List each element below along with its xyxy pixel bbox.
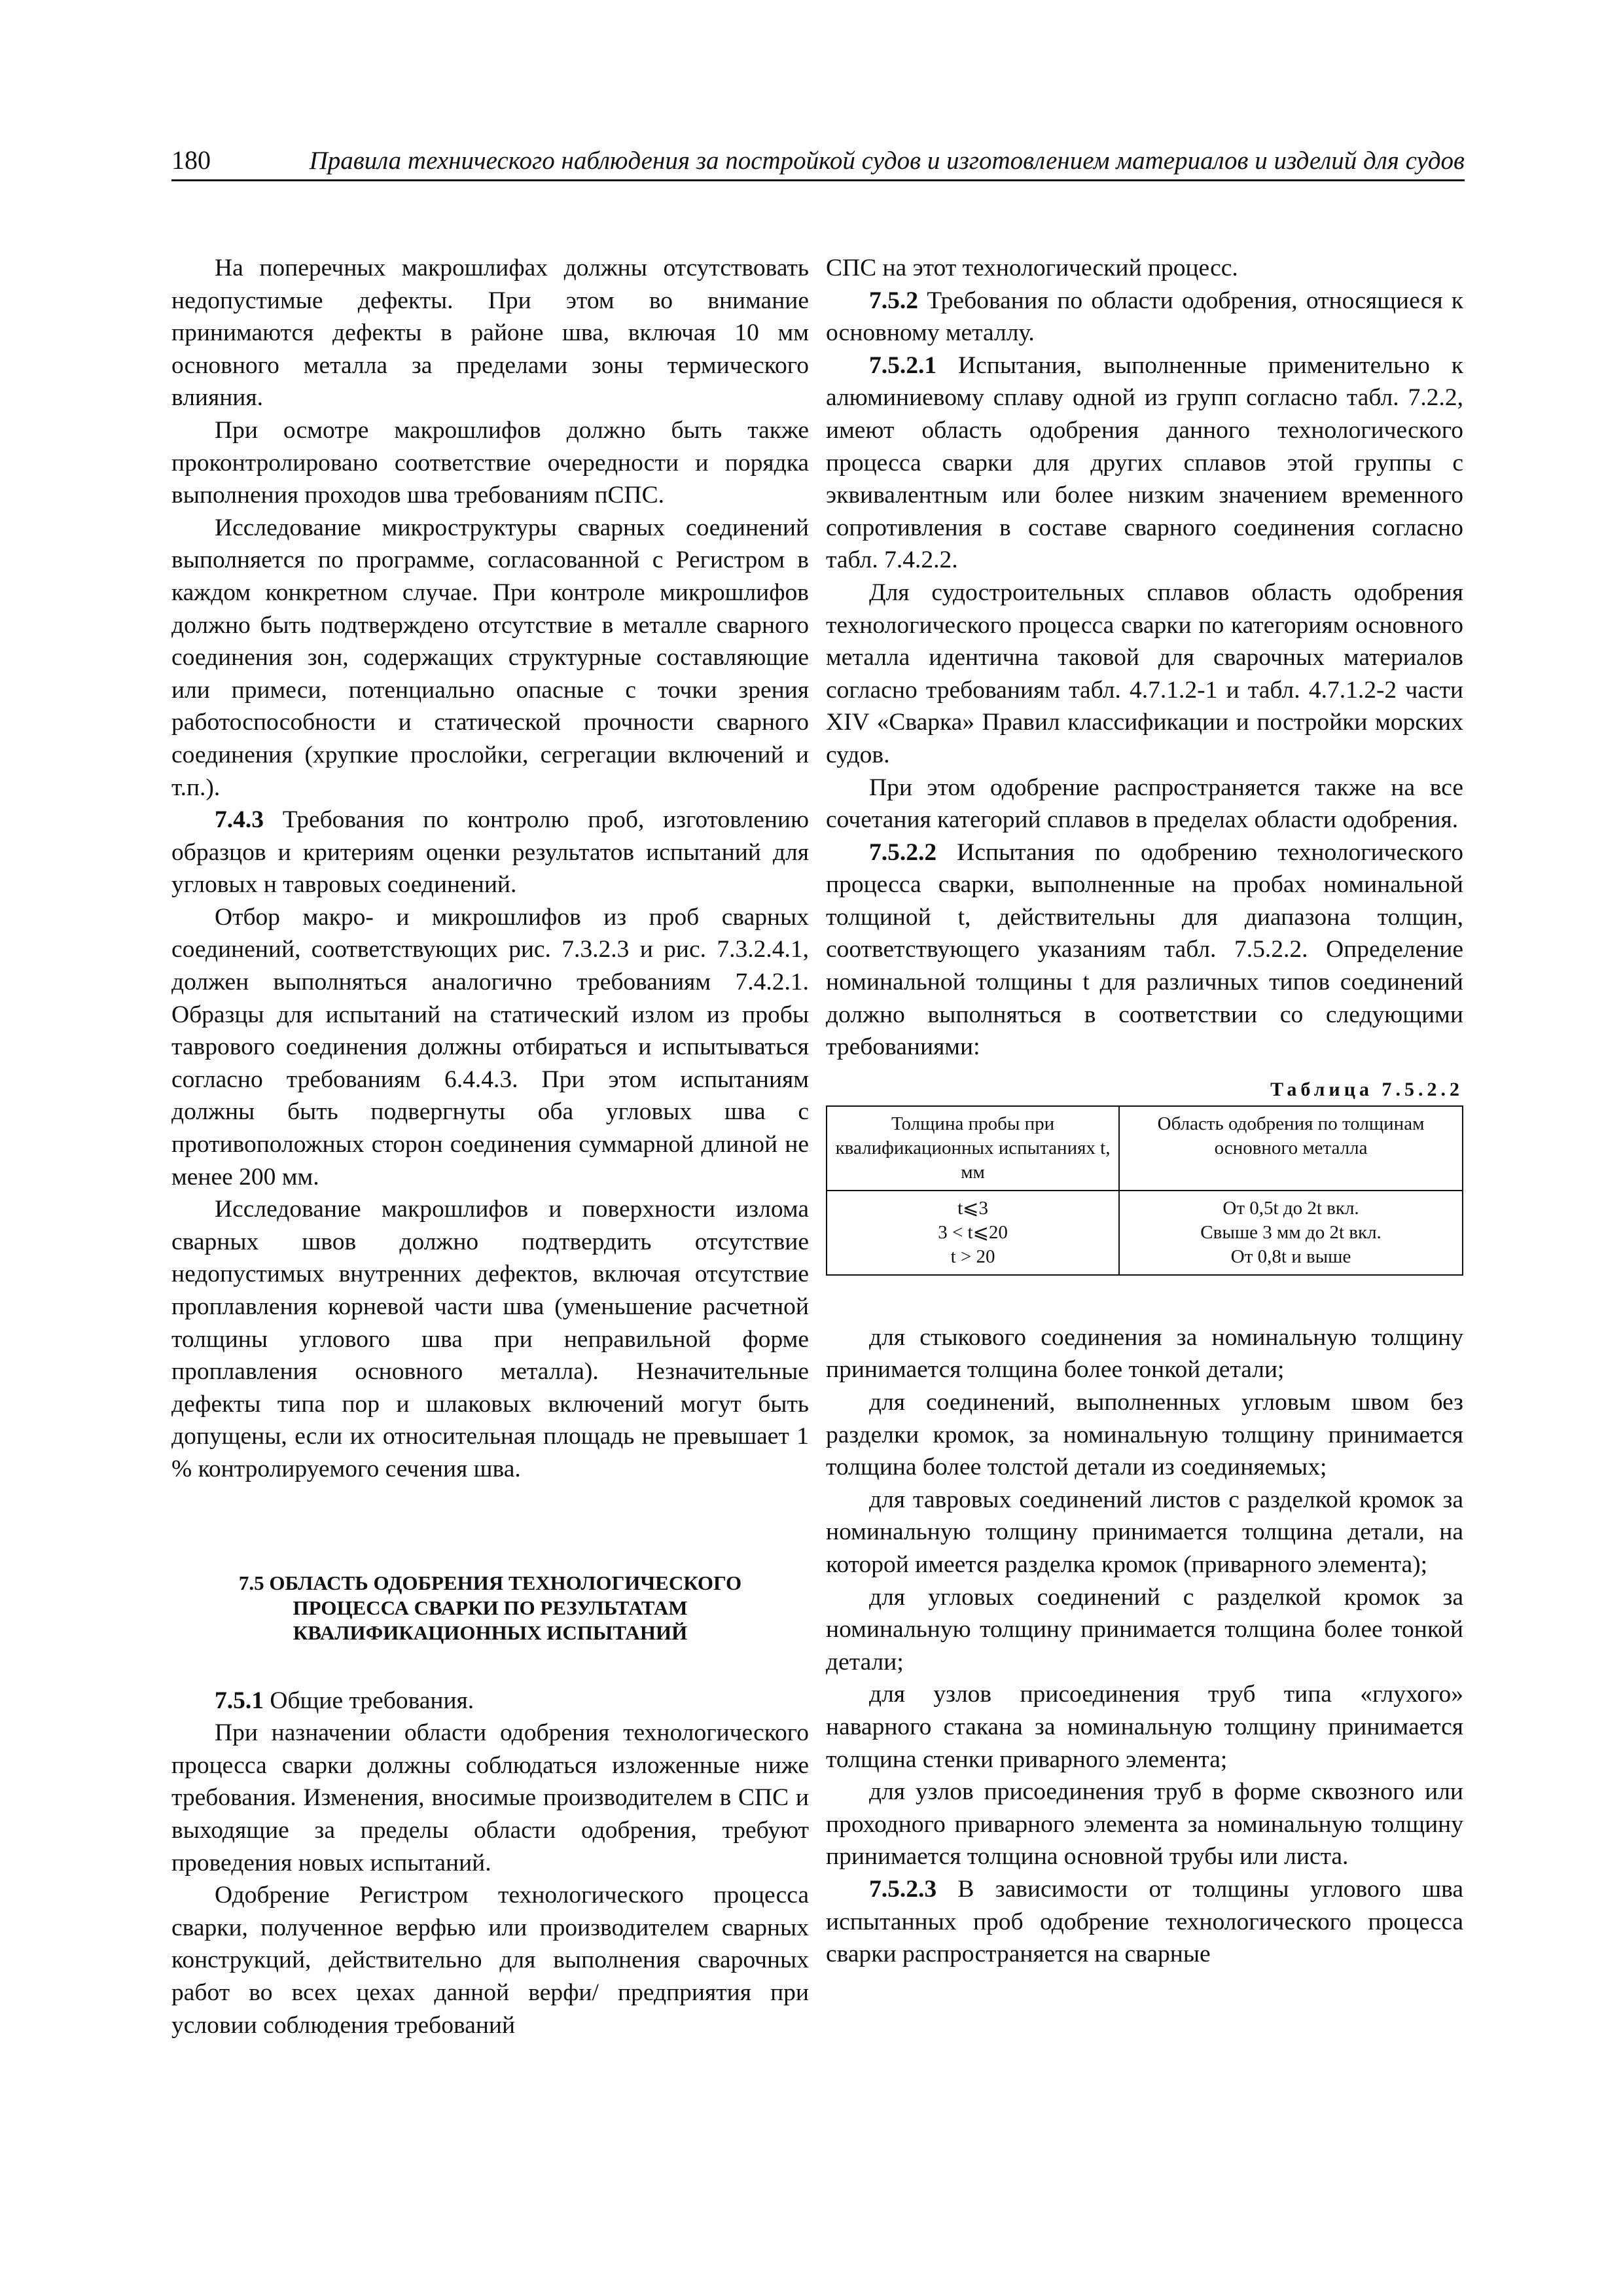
paragraph: Для судостроительных сплавов область одобрения технологического процесса сварки по категориям основного металла идентична таковой для сварочных материалов согласно требованиям табл. 4.7.1.2-1 и табл. 4.7.1.2-2 части XIV «Сварка» Правил классификации и постройки морских судов.	[826, 579, 1463, 768]
running-title: Правила технического наблюдения за постройкой судов и изготовлением материалов и изделий для судов	[309, 147, 1465, 175]
clause-number: 7.5.2.3	[869, 1875, 937, 1903]
heading-line: КВАЛИФИКАЦИОННЫХ ИСПЫТАНИЙ	[293, 1621, 688, 1644]
clause-text: Требования по контролю проб, изготовлению образцов и критериям оценки результатов испытаний для угловых н тавровых соединений.	[171, 806, 809, 899]
cell-value: t⩽3	[957, 1197, 988, 1219]
left-column	[171, 252, 809, 2150]
paragraph: СПС на этот технологический процесс.	[826, 255, 1238, 281]
cell-value: От 0,8t и выше	[1230, 1246, 1351, 1267]
table-caption: Таблица 7.5.2.2	[1270, 1078, 1463, 1100]
paragraph: При этом одобрение распространяется также на все сочетания категорий сплавов в пределах области одобрения.	[826, 774, 1463, 834]
cell-value: Свыше 3 мм до 2t вкл.	[1200, 1221, 1382, 1243]
paragraph: для соединений, выполненных угловым швом без разделки кромок, за номинальную толщину принимается толщина более толстой детали из соединяемых;	[826, 1389, 1463, 1481]
section-heading	[171, 1571, 809, 1645]
table-header-row	[827, 1106, 1463, 1191]
page-header	[171, 140, 1465, 181]
heading-line: 7.5 ОБЛАСТЬ ОДОБРЕНИЯ ТЕХНОЛОГИЧЕСКОГО	[238, 1571, 742, 1594]
table-row	[827, 1191, 1463, 1275]
cell-value: 3 < t⩽20	[938, 1221, 1008, 1243]
clause-number: 7.5.1	[215, 1687, 264, 1714]
paragraph: На поперечных макрошлифах должны отсутствовать недопустимые дефекты. При этом во внимание принимаются дефекты в районе шва, включая 10 мм основного металла за пределами зоны термического влияния.	[171, 255, 809, 412]
thickness-table	[826, 1105, 1463, 1276]
paragraph: Одобрение Регистром технологического процесса сварки, полученное верфью или производителем сварных конструкций, действительно для выполнения сварочных работ во всех цехах данной верфи/ предприятия при условии соблюдения требований	[171, 1882, 809, 2039]
paragraph: При осмотре макрошлифов должно быть также проконтролировано соответствие очередности и порядка выполнения проходов шва требованиям пСПС.	[171, 416, 809, 509]
clause-text: Общие требования.	[264, 1687, 474, 1714]
page-number: 180	[171, 145, 211, 175]
right-column	[826, 252, 1463, 2150]
cell-value: t > 20	[950, 1246, 995, 1267]
paragraph	[171, 1685, 809, 1717]
paragraph: При назначении области одобрения технологического процесса сварки должны соблюдаться изложенные ниже требования. Изменения, вносимые производителем в СПС и выходящие за пределы области одобрения, требуют проведения новых испытаний.	[171, 1719, 809, 1876]
paragraph	[826, 350, 1463, 577]
table-header-cell: Толщина пробы при квалификационных испытаниях t, мм	[827, 1106, 1119, 1191]
table-header-cell: Область одобрения по толщинам основного металла	[1119, 1106, 1463, 1191]
paragraph	[826, 836, 1463, 1064]
clause-text: Испытания, выполненные применительно к алюминиевому сплаву одной из групп согласно табл. 7.2.2, имеют область одобрения данного технологического процесса сварки для других сплавов этой группы с эквивалентным или более низким значением временного сопротивления в составе сварного соединения согласно табл. 7.4.2.2.	[826, 351, 1463, 574]
table-cell	[1119, 1191, 1463, 1275]
paragraph: для угловых соединений с разделкой кромок за номинальную толщину принимается толщина более тонкой детали;	[826, 1583, 1463, 1676]
table-cell	[827, 1191, 1119, 1275]
clause-text: В зависимости от толщины углового шва испытанных проб одобрение технологического процесса сварки распространяется на сварные	[826, 1875, 1463, 1968]
paragraph: для стыкового соединения за номинальную толщину принимается толщина более тонкой детали;	[826, 1323, 1463, 1384]
paragraph: для узлов присоединения труб в форме сквозного или проходного приварного элемента за номинальную толщину принимается толщина основной трубы или листа.	[826, 1778, 1463, 1871]
clause-number: 7.5.2	[869, 287, 918, 314]
paragraph	[826, 1873, 1463, 1971]
clause-text: Требования по области одобрения, относящиеся к основному металлу.	[826, 287, 1463, 347]
paragraph	[826, 285, 1463, 350]
paragraph: Отбор макро- и микрошлифов из проб сварных соединений, соответствующих рис. 7.3.2.3 и рис. 7.3.2.4.1, должен выполняться аналогично требованиям 7.4.2.1. Образцы для испытаний на статический излом из пробы таврового соединения должны отбираться и испытываться согласно требованиям 6.4.4.3. При этом испытаниям должны быть подвергнуты оба угловых шва с противоположных сторон соединения суммарной длиной не менее 200 мм.	[171, 903, 809, 1191]
clause-number: 7.4.3	[215, 806, 264, 834]
clause-text: Испытания по одобрению технологического процесса сварки, выполненные на пробах номинальной толщиной t, действительны для диапазона толщин, соответствующего указаниям табл. 7.5.2.2. Определение номинальной толщины t для различных типов соединений должно выполняться в соответствии со следующими требованиями:	[826, 838, 1463, 1061]
clause-number: 7.5.2.2	[869, 838, 937, 866]
paragraph: для узлов присоединения труб типа «глухого» наварного стакана за номинальную толщину принимается толщина стенки приварного элемента;	[826, 1681, 1463, 1773]
paragraph: Исследование микроструктуры сварных соединений выполняется по программе, согласованной с Регистром в каждом конкретном случае. При контроле микрошлифов должно быть подтверждено отсутствие в металле сварного соединения зон, содержащих структурные составляющие или примеси, потенциально опасные с точки зрения работоспособности и статической прочности сварного соединения (хрупкие прослойки, сегрегации включений и т.п.).	[171, 514, 809, 801]
clause-number: 7.5.2.1	[869, 351, 937, 379]
paragraph	[171, 804, 809, 901]
paragraph: для тавровых соединений листов с разделкой кромок за номинальную толщину принимается толщина детали, на которой имеется разделка кромок (приварного элемента);	[826, 1486, 1463, 1578]
cell-value: От 0,5t до 2t вкл.	[1222, 1197, 1359, 1219]
paragraph: Исследование макрошлифов и поверхности излома сварных швов должно подтвердить отсутствие недопустимых внутренних дефектов, включая отсутствие проплавления корневой части шва (уменьшение расчетной толщины углового шва при неправильной форме проплавления основного металла). Незначительные дефекты типа пор и шлаковых включений могут быть допущены, если их относительная площадь не превышает 1 % контролируемого сечения шва.	[171, 1196, 809, 1482]
heading-line: ПРОЦЕССА СВАРКИ ПО РЕЗУЛЬТАТАМ	[293, 1596, 688, 1619]
